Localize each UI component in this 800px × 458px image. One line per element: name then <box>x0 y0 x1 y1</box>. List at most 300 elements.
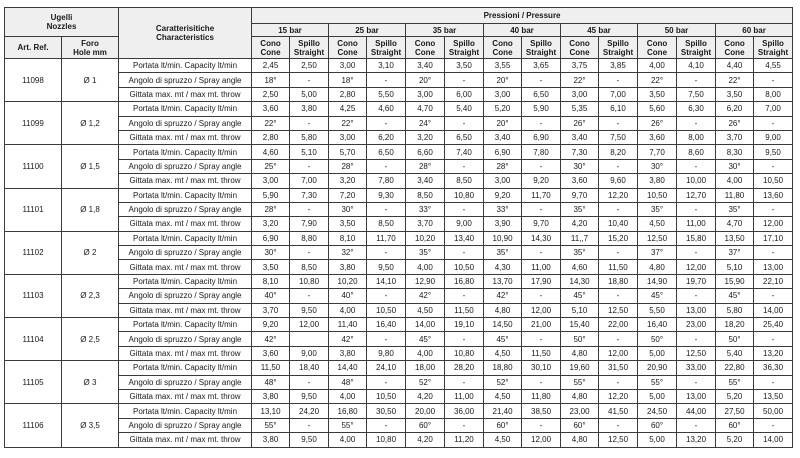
characteristic-cell: Portata lt/min. Capacity lt/min <box>119 274 252 288</box>
art-ref-cell: 11106 <box>5 404 62 447</box>
value-cell: 55° <box>561 375 599 389</box>
value-cell: 5,20 <box>716 389 754 403</box>
value-cell: 7,20 <box>329 188 367 202</box>
value-cell: 10,80 <box>290 274 329 288</box>
value-cell: 28° <box>484 159 522 173</box>
value-cell: 6,90 <box>252 231 290 245</box>
value-cell: 11,00 <box>522 260 561 274</box>
table-row <box>5 116 793 130</box>
value-cell: 52° <box>484 375 522 389</box>
cone-header-label: Cono <box>724 38 745 48</box>
hole-cell: Ø 1,8 <box>62 188 119 231</box>
value-cell: - <box>290 73 329 87</box>
value-cell: 20° <box>484 116 522 130</box>
value-cell: - <box>754 289 793 303</box>
table-row <box>5 318 793 332</box>
art-ref-cell: 11100 <box>5 145 62 188</box>
cone-header-label: Cono <box>569 38 590 48</box>
table-row <box>5 361 793 375</box>
value-cell: - <box>599 116 638 130</box>
value-cell: 13,50 <box>716 231 754 245</box>
value-cell: 30° <box>329 202 367 216</box>
value-cell: 3,40 <box>406 59 445 73</box>
table-row <box>5 346 793 360</box>
value-cell: 4,20 <box>561 217 599 231</box>
value-cell: 7,50 <box>599 130 638 144</box>
value-cell: 3,60 <box>252 346 290 360</box>
value-cell: 42° <box>484 289 522 303</box>
pressure-column-header: 35 bar <box>406 24 484 37</box>
value-cell: 36,00 <box>445 404 484 418</box>
value-cell: 9,20 <box>484 188 522 202</box>
straight-header <box>445 37 484 59</box>
value-cell: 3,50 <box>716 87 754 101</box>
straight-header-label-en: Straight <box>293 47 325 57</box>
value-cell: 9,70 <box>561 188 599 202</box>
value-cell: - <box>599 202 638 216</box>
cone-header-label: Cono <box>337 38 358 48</box>
value-cell: 5,10 <box>561 303 599 317</box>
straight-header-label-en: Straight <box>757 47 789 57</box>
straight-header <box>367 37 406 59</box>
value-cell: - <box>677 202 716 216</box>
characteristic-cell: Portata lt/min. Capacity lt/min <box>119 231 252 245</box>
characteristic-cell: Gittata max. mt / max mt. throw <box>119 260 252 274</box>
nozzle-spec-table <box>4 7 793 448</box>
value-cell: - <box>522 418 561 432</box>
value-cell: 23,00 <box>561 404 599 418</box>
value-cell: 6,20 <box>367 130 406 144</box>
value-cell: 35° <box>561 202 599 216</box>
value-cell: 15,80 <box>677 231 716 245</box>
value-cell: 52° <box>406 375 445 389</box>
value-cell: 14,10 <box>367 274 406 288</box>
value-cell: 40° <box>252 289 290 303</box>
value-cell: - <box>522 375 561 389</box>
value-cell: 2,80 <box>252 130 290 144</box>
cone-header <box>638 37 677 59</box>
value-cell: 3,70 <box>252 303 290 317</box>
value-cell: 60° <box>716 418 754 432</box>
value-cell: 19,10 <box>445 318 484 332</box>
value-cell: - <box>522 289 561 303</box>
hole-label: Foro <box>81 38 99 48</box>
cone-header-label-en: Cone <box>569 47 590 57</box>
value-cell: 40° <box>329 289 367 303</box>
value-cell: 13,20 <box>677 433 716 447</box>
characteristic-cell: Portata lt/min. Capacity lt/min <box>119 59 252 73</box>
value-cell: 6,50 <box>522 87 561 101</box>
characteristic-cell: Gittata max. mt / max mt. throw <box>119 389 252 403</box>
value-cell: 16,40 <box>638 318 677 332</box>
cone-header-label: Cono <box>260 38 281 48</box>
value-cell: - <box>522 116 561 130</box>
value-cell: 4,40 <box>716 59 754 73</box>
characteristic-cell: Portata lt/min. Capacity lt/min <box>119 318 252 332</box>
value-cell: - <box>290 246 329 260</box>
value-cell: 4,80 <box>638 260 677 274</box>
value-cell: 11,,7 <box>561 231 599 245</box>
value-cell: 21,40 <box>484 404 522 418</box>
art-ref-cell: 11099 <box>5 102 62 145</box>
table-row <box>5 274 793 288</box>
value-cell: 3,70 <box>406 217 445 231</box>
table-row <box>5 246 793 260</box>
value-cell: 3,20 <box>252 217 290 231</box>
value-cell: 20° <box>406 73 445 87</box>
art-ref-cell: 11102 <box>5 231 62 274</box>
value-cell: 45° <box>638 289 677 303</box>
value-cell: 4,00 <box>329 389 367 403</box>
value-cell: - <box>754 202 793 216</box>
value-cell: 7,00 <box>599 87 638 101</box>
value-cell: 50° <box>561 332 599 346</box>
value-cell: 17,90 <box>522 274 561 288</box>
value-cell: - <box>445 159 484 173</box>
value-cell: 15,90 <box>716 274 754 288</box>
value-cell: - <box>677 159 716 173</box>
cone-header <box>716 37 754 59</box>
value-cell: 50,00 <box>754 404 793 418</box>
value-cell: - <box>677 418 716 432</box>
nozzles-header <box>5 8 119 37</box>
cone-header-label-en: Cone <box>647 47 668 57</box>
value-cell: 3,80 <box>638 174 677 188</box>
value-cell: 37° <box>716 246 754 260</box>
value-cell: 5,80 <box>290 130 329 144</box>
value-cell: 24,50 <box>638 404 677 418</box>
hole-cell: Ø 2,5 <box>62 318 119 361</box>
straight-header-label-en: Straight <box>602 47 634 57</box>
value-cell: 3,00 <box>252 174 290 188</box>
table-row <box>5 303 793 317</box>
characteristic-cell: Portata lt/min. Capacity lt/min <box>119 404 252 418</box>
value-cell: 6,50 <box>367 145 406 159</box>
value-cell: - <box>522 159 561 173</box>
value-cell: 12,90 <box>406 274 445 288</box>
value-cell: 3,00 <box>329 130 367 144</box>
value-cell: 31,50 <box>599 361 638 375</box>
cone-header-label-en: Cone <box>415 47 436 57</box>
value-cell: 32° <box>329 246 367 260</box>
value-cell: - <box>522 202 561 216</box>
characteristic-cell: Angolo di spruzzo / Spray angle <box>119 116 252 130</box>
straight-header-label: Spillo <box>607 38 629 48</box>
value-cell: 9,00 <box>290 346 329 360</box>
art-ref-cell: 11098 <box>5 59 62 102</box>
hole-header <box>62 37 119 59</box>
cone-header <box>484 37 522 59</box>
value-cell: 14,30 <box>522 231 561 245</box>
value-cell: 8,50 <box>445 174 484 188</box>
value-cell: 3,70 <box>716 130 754 144</box>
value-cell: 36,30 <box>754 361 793 375</box>
value-cell: 22° <box>561 73 599 87</box>
value-cell: 16,80 <box>445 274 484 288</box>
characteristic-cell: Portata lt/min. Capacity lt/min <box>119 188 252 202</box>
value-cell: 5,50 <box>638 303 677 317</box>
value-cell: 6,90 <box>522 130 561 144</box>
table-row <box>5 231 793 245</box>
value-cell: 10,50 <box>754 174 793 188</box>
value-cell: 3,80 <box>252 389 290 403</box>
value-cell: 4,00 <box>329 303 367 317</box>
value-cell: 12,20 <box>599 188 638 202</box>
value-cell: 11,40 <box>329 318 367 332</box>
value-cell: 3,80 <box>252 433 290 447</box>
value-cell: 13,10 <box>252 404 290 418</box>
value-cell: 7,50 <box>677 87 716 101</box>
value-cell: 22,10 <box>754 274 793 288</box>
value-cell: 3,00 <box>484 87 522 101</box>
value-cell: 13,20 <box>754 346 793 360</box>
straight-header <box>599 37 638 59</box>
value-cell: 11,00 <box>677 217 716 231</box>
characteristics-label-en: Characteristics <box>156 33 214 42</box>
value-cell: 14,40 <box>329 361 367 375</box>
value-cell: - <box>522 246 561 260</box>
value-cell: 8,00 <box>754 87 793 101</box>
value-cell: 13,70 <box>484 274 522 288</box>
value-cell: 35° <box>406 246 445 260</box>
value-cell: 5,70 <box>329 145 367 159</box>
value-cell: 3,75 <box>561 59 599 73</box>
value-cell: - <box>445 116 484 130</box>
value-cell: 14,00 <box>754 433 793 447</box>
value-cell: - <box>367 332 406 346</box>
characteristic-cell: Gittata max. mt / max mt. throw <box>119 346 252 360</box>
table-row <box>5 159 793 173</box>
value-cell: 12,00 <box>290 318 329 332</box>
value-cell: 2,45 <box>252 59 290 73</box>
value-cell: 24° <box>406 116 445 130</box>
straight-header-label: Spillo <box>530 38 552 48</box>
value-cell: 6,30 <box>677 102 716 116</box>
value-cell: 48° <box>252 375 290 389</box>
value-cell: 30° <box>561 159 599 173</box>
value-cell: 20° <box>484 73 522 87</box>
art-ref-cell: 11103 <box>5 274 62 317</box>
value-cell: 3,60 <box>638 130 677 144</box>
straight-header-label-en: Straight <box>370 47 402 57</box>
value-cell: 18,20 <box>716 318 754 332</box>
value-cell: 5,20 <box>716 433 754 447</box>
value-cell: 12,50 <box>599 303 638 317</box>
value-cell: - <box>677 332 716 346</box>
table-row <box>5 87 793 101</box>
value-cell: 8,80 <box>290 231 329 245</box>
table-row <box>5 73 793 87</box>
pressure-column-header: 40 bar <box>484 24 561 37</box>
value-cell: - <box>290 418 329 432</box>
value-cell: 55° <box>329 418 367 432</box>
value-cell: 11,50 <box>445 303 484 317</box>
value-cell: 4,80 <box>484 303 522 317</box>
pressure-header: Pressioni / Pressure <box>252 8 793 24</box>
value-cell: 15,20 <box>599 231 638 245</box>
value-cell: - <box>677 289 716 303</box>
value-cell: 22,80 <box>716 361 754 375</box>
value-cell: 4,80 <box>561 433 599 447</box>
value-cell: 4,30 <box>484 260 522 274</box>
value-cell: 10,20 <box>406 231 445 245</box>
value-cell: 20,00 <box>406 404 445 418</box>
value-cell: 4,50 <box>484 346 522 360</box>
value-cell: - <box>754 159 793 173</box>
value-cell: 10,80 <box>445 346 484 360</box>
cone-header-label-en: Cone <box>337 47 358 57</box>
value-cell: 22° <box>329 116 367 130</box>
value-cell: 4,00 <box>638 59 677 73</box>
art-ref-header: Art. Ref. <box>5 37 62 59</box>
value-cell: 14,90 <box>638 274 677 288</box>
characteristic-cell: Gittata max. mt / max mt. throw <box>119 87 252 101</box>
value-cell: 4,70 <box>716 217 754 231</box>
value-cell: 12,00 <box>522 303 561 317</box>
value-cell: 7,30 <box>290 188 329 202</box>
value-cell: 4,50 <box>484 433 522 447</box>
value-cell: 4,50 <box>406 303 445 317</box>
value-cell: 4,55 <box>754 59 793 73</box>
characteristic-cell: Portata lt/min. Capacity lt/min <box>119 145 252 159</box>
value-cell: 35° <box>484 246 522 260</box>
value-cell: 11,50 <box>599 260 638 274</box>
value-cell: 4,50 <box>484 389 522 403</box>
value-cell: - <box>445 418 484 432</box>
value-cell: 9,00 <box>445 217 484 231</box>
table-row <box>5 375 793 389</box>
value-cell: 6,10 <box>599 102 638 116</box>
table-row <box>5 332 793 346</box>
value-cell: 3,65 <box>522 59 561 73</box>
value-cell: 7,80 <box>522 145 561 159</box>
straight-header-label-en: Straight <box>680 47 712 57</box>
value-cell: - <box>367 246 406 260</box>
value-cell: - <box>677 246 716 260</box>
cone-header-label-en: Cone <box>492 47 513 57</box>
value-cell: 50° <box>638 332 677 346</box>
value-cell: - <box>599 73 638 87</box>
table-row <box>5 188 793 202</box>
characteristic-cell: Angolo di spruzzo / Spray angle <box>119 375 252 389</box>
value-cell: 4,80 <box>561 389 599 403</box>
table-row <box>5 418 793 432</box>
value-cell: 7,30 <box>561 145 599 159</box>
value-cell: - <box>754 375 793 389</box>
value-cell: - <box>367 159 406 173</box>
value-cell: 4,25 <box>329 102 367 116</box>
value-cell: 5,90 <box>522 102 561 116</box>
straight-header-label: Spillo <box>375 38 397 48</box>
value-cell: 16,80 <box>329 404 367 418</box>
value-cell: 12,00 <box>754 217 793 231</box>
value-cell: 19,60 <box>561 361 599 375</box>
value-cell: 5,40 <box>716 346 754 360</box>
nozzles-label-en: Nozzles <box>46 22 77 31</box>
value-cell: 8,10 <box>252 274 290 288</box>
value-cell: - <box>367 418 406 432</box>
table-row <box>5 130 793 144</box>
value-cell: 13,50 <box>754 389 793 403</box>
value-cell: 18,80 <box>599 274 638 288</box>
value-cell: 3,80 <box>329 346 367 360</box>
table-row <box>5 289 793 303</box>
value-cell: - <box>445 332 484 346</box>
value-cell: 4,80 <box>561 346 599 360</box>
value-cell: 3,50 <box>445 59 484 73</box>
value-cell: 5,00 <box>290 87 329 101</box>
value-cell: 3,20 <box>406 130 445 144</box>
value-cell: 9,60 <box>599 174 638 188</box>
value-cell: 25° <box>252 159 290 173</box>
characteristic-cell: Angolo di spruzzo / Spray angle <box>119 289 252 303</box>
value-cell: - <box>367 73 406 87</box>
value-cell: 8,50 <box>367 217 406 231</box>
value-cell: 6,60 <box>406 145 445 159</box>
value-cell: - <box>754 116 793 130</box>
value-cell: 3,60 <box>561 174 599 188</box>
value-cell: 8,50 <box>290 260 329 274</box>
value-cell: 9,00 <box>754 130 793 144</box>
characteristic-cell: Portata lt/min. Capacity lt/min <box>119 102 252 116</box>
value-cell: 4,20 <box>406 389 445 403</box>
value-cell: 4,00 <box>406 346 445 360</box>
art-ref-cell: 11105 <box>5 361 62 404</box>
value-cell: 19,70 <box>677 274 716 288</box>
value-cell: - <box>599 418 638 432</box>
value-cell: - <box>599 332 638 346</box>
straight-header-label: Spillo <box>453 38 475 48</box>
characteristic-cell: Gittata max. mt / max mt. throw <box>119 433 252 447</box>
characteristic-cell: Angolo di spruzzo / Spray angle <box>119 332 252 346</box>
value-cell: 9,50 <box>290 303 329 317</box>
value-cell: - <box>677 116 716 130</box>
straight-header-label: Spillo <box>298 38 320 48</box>
value-cell: 3,00 <box>329 59 367 73</box>
value-cell: 7,00 <box>754 102 793 116</box>
value-cell: 12,50 <box>599 433 638 447</box>
value-cell: 8,50 <box>406 188 445 202</box>
value-cell: 11,00 <box>445 389 484 403</box>
value-cell: 22,00 <box>599 318 638 332</box>
hole-label-en: Hole mm <box>73 47 107 57</box>
value-cell: 7,40 <box>445 145 484 159</box>
value-cell: 12,70 <box>677 188 716 202</box>
value-cell: 10,80 <box>367 433 406 447</box>
value-cell: 5,00 <box>638 346 677 360</box>
value-cell: 3,00 <box>561 87 599 101</box>
value-cell: - <box>367 375 406 389</box>
table-row <box>5 217 793 231</box>
value-cell: 42° <box>329 332 367 346</box>
value-cell: 13,00 <box>754 260 793 274</box>
value-cell: 35° <box>638 202 677 216</box>
value-cell: 9,70 <box>522 217 561 231</box>
value-cell: 4,60 <box>561 260 599 274</box>
value-cell: 9,20 <box>522 174 561 188</box>
value-cell: - <box>445 289 484 303</box>
value-cell: 7,80 <box>367 174 406 188</box>
cone-header-label: Cono <box>492 38 513 48</box>
straight-header <box>754 37 793 59</box>
value-cell: 8,00 <box>677 130 716 144</box>
value-cell: 6,50 <box>445 130 484 144</box>
value-cell: 55° <box>252 418 290 432</box>
value-cell: 41,50 <box>599 404 638 418</box>
value-cell: 42° <box>406 289 445 303</box>
value-cell: 45° <box>561 289 599 303</box>
value-cell: 25,40 <box>754 318 793 332</box>
